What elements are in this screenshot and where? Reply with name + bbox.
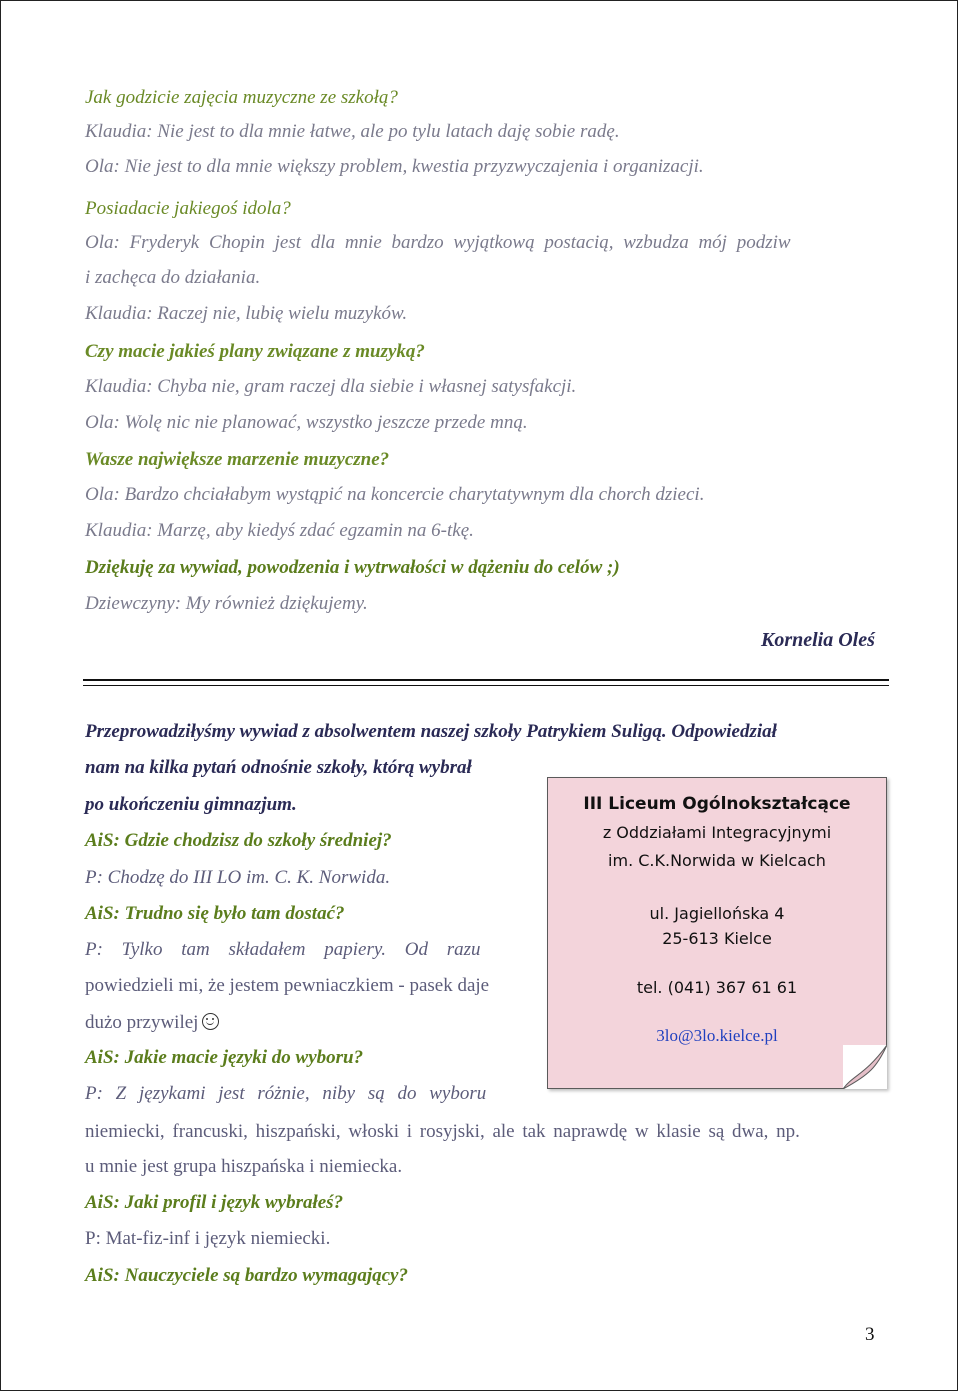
closing-line: Dziękuję za wywiad, powodzenia i wytrwałości w dążeniu do celów ;): [85, 557, 620, 578]
school-info-note: [547, 777, 887, 1089]
answer-klaudia-4: Klaudia: Marzę, aby kiedyś zdać egzamin na 6-tkę.: [85, 520, 474, 541]
page-curl: [843, 1045, 887, 1089]
p-answer-2-line2: powiedzieli mi, że jestem pewniaczkiem - pasek daje: [85, 975, 490, 996]
school-phone: tel. (041) 367 61 61: [636, 978, 798, 997]
section-divider: [83, 679, 889, 681]
question-3-text: Czy macie jakieś plany związane z muzyką?: [85, 341, 425, 362]
intro-line-2: nam na kilka pytań odnośnie szkoły, którą wybrał: [85, 757, 472, 778]
author-signature: Kornelia Oleś: [761, 629, 875, 651]
answer-ola-2-line2: i zachęca do działania.: [85, 267, 261, 288]
page-number: 3: [865, 1324, 875, 1345]
question-1: Jak godzicie zajęcia muzyczne ze szkołą?: [85, 87, 398, 108]
p-answer-2-line1: P: Tylko tam składałem papiery. Od razu: [85, 939, 481, 960]
question-4: Wasze największe marzenie muzyczne?: [85, 449, 390, 470]
school-street: ul. Jagiellońska 4: [649, 904, 785, 923]
answer-ola-3: Ola: Wolę nic nie planować, wszystko jeszcze przede mną.: [85, 412, 528, 433]
answer-klaudia-1: Klaudia: Nie jest to dla mnie łatwe, ale po tylu latach daję sobie radę.: [85, 121, 620, 142]
school-subtitle-1: z Oddziałami Integracyjnymi: [602, 823, 832, 842]
answer-ola-2-text: Ola: Fryderyk Chopin jest dla mnie bardzo wyjątkową postacią, wzbudza mój podziw: [85, 232, 791, 253]
school-name: III Liceum Ogólnokształcące: [583, 794, 851, 814]
p-answer-3-line3: u mnie jest grupa hiszpańska i niemiecka.: [85, 1156, 403, 1177]
school-city: 25-613 Kielce: [662, 929, 772, 948]
answer-ola-4: Ola: Bardzo chciałabym wystąpić na koncercie charytatywnym dla chorch dzieci.: [85, 484, 705, 505]
ais-question-1: AiS: Gdzie chodzisz do szkoły średniej?: [85, 830, 392, 851]
ais-question-4: AiS: Jaki profil i język wybrałeś?: [85, 1192, 344, 1213]
school-email-link[interactable]: 3lo@3lo.kielce.pl: [656, 1026, 778, 1045]
p-answer-3-line1: P: Z językami jest różnie, niby są do wyboru: [85, 1083, 487, 1104]
p-answer-2-line3: [85, 1011, 219, 1034]
question-2: Posiadacie jakiegoś idola?: [85, 198, 291, 219]
answer-klaudia-2: Klaudia: Raczej nie, lubię wielu muzyków.: [85, 303, 408, 324]
intro-line-1: Przeprowadziłyśmy wywiad z absolwentem naszej szkoły Patrykiem Suligą. Odpowiedział: [85, 721, 777, 742]
question-3: [85, 341, 425, 363]
p-answer-2-line3-text: dużo przywilej: [85, 1012, 199, 1033]
p-answer-1: P: Chodzę do III LO im. C. K. Norwida.: [85, 867, 391, 888]
ais-question-3: AiS: Jakie macie języki do wyboru?: [85, 1047, 364, 1068]
ais-question-2: AiS: Trudno się było tam dostać?: [85, 903, 345, 924]
p-answer-4: P: Mat-fiz-inf i język niemiecki.: [85, 1228, 331, 1249]
ais-question-5: AiS: Nauczyciele są bardzo wymagający?: [85, 1265, 408, 1286]
answer-klaudia-3: Klaudia: Chyba nie, gram raczej dla siebie i własnej satysfakcji.: [85, 376, 577, 397]
answer-ola-1: Ola: Nie jest to dla mnie większy problem, kwestia przyzwyczajenia i organizacji.: [85, 156, 704, 177]
school-subtitle-2: im. C.K.Norwida w Kielcach: [608, 851, 826, 870]
intro-line-3: po ukończeniu gimnazjum.: [85, 794, 297, 815]
answer-ola-2-line1: [85, 232, 879, 254]
section-divider-thin: [83, 685, 889, 686]
smiley-icon: [202, 1013, 219, 1030]
reply-line: Dziewczyny: My również dziękujemy.: [85, 593, 368, 614]
p-answer-3-line2: niemiecki, francuski, hiszpański, włoski i rosyjski, ale tak naprawdę w klasie są dwa, np.: [85, 1121, 800, 1142]
